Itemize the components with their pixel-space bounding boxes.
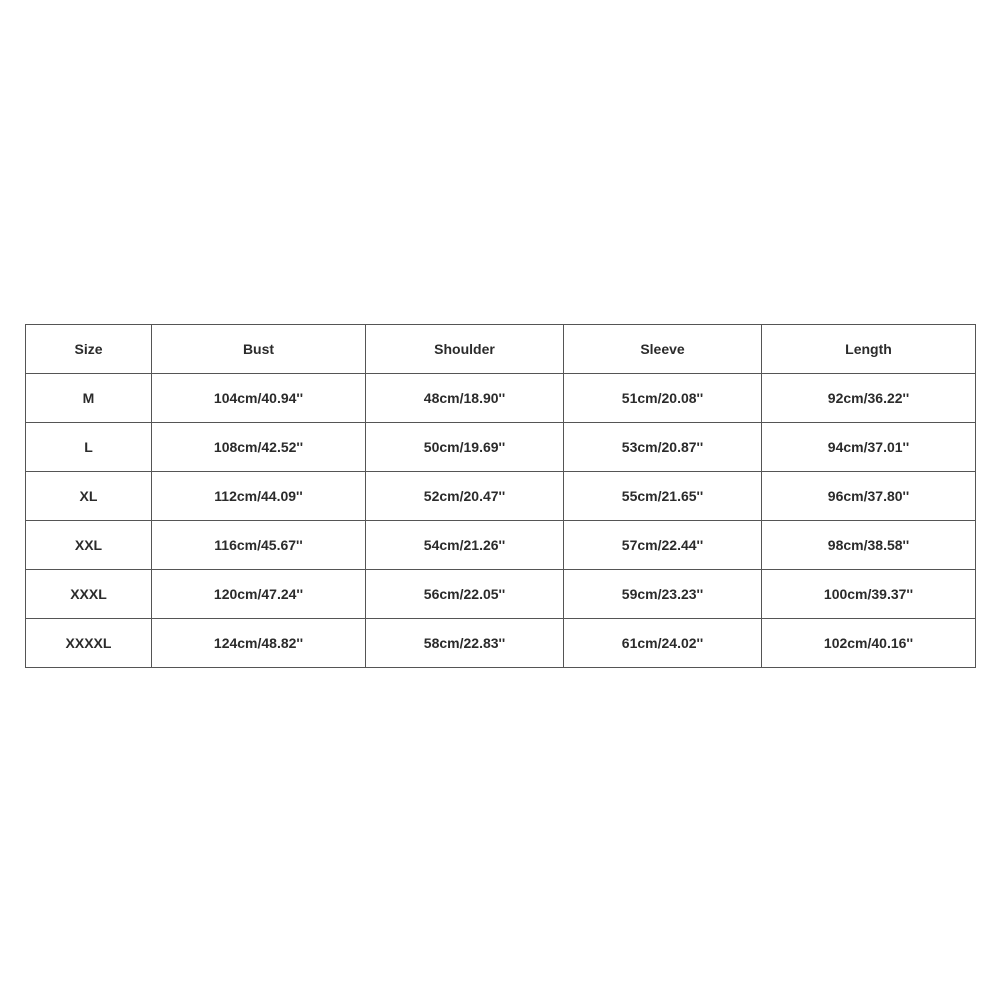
bust-cell: 104cm/40.94'' <box>152 374 366 423</box>
sleeve-cell: 53cm/20.87'' <box>564 423 762 472</box>
shoulder-cell: 56cm/22.05'' <box>366 570 564 619</box>
sleeve-cell: 55cm/21.65'' <box>564 472 762 521</box>
sleeve-cell: 57cm/22.44'' <box>564 521 762 570</box>
shoulder-cell: 52cm/20.47'' <box>366 472 564 521</box>
size-cell: L <box>26 423 152 472</box>
bust-cell: 120cm/47.24'' <box>152 570 366 619</box>
table-row <box>26 374 976 423</box>
header-shoulder: Shoulder <box>366 325 564 374</box>
bust-cell: 108cm/42.52'' <box>152 423 366 472</box>
header-sleeve: Sleeve <box>564 325 762 374</box>
header-length: Length <box>762 325 976 374</box>
shoulder-cell: 50cm/19.69'' <box>366 423 564 472</box>
shoulder-cell: 58cm/22.83'' <box>366 619 564 668</box>
length-cell: 98cm/38.58'' <box>762 521 976 570</box>
sleeve-cell: 61cm/24.02'' <box>564 619 762 668</box>
table-row <box>26 423 976 472</box>
bust-cell: 116cm/45.67'' <box>152 521 366 570</box>
shoulder-cell: 48cm/18.90'' <box>366 374 564 423</box>
table-row <box>26 472 976 521</box>
size-cell: XL <box>26 472 152 521</box>
length-cell: 92cm/36.22'' <box>762 374 976 423</box>
size-chart-table <box>25 324 976 668</box>
size-cell: XXL <box>26 521 152 570</box>
table-row <box>26 619 976 668</box>
shoulder-cell: 54cm/21.26'' <box>366 521 564 570</box>
sleeve-cell: 51cm/20.08'' <box>564 374 762 423</box>
bust-cell: 112cm/44.09'' <box>152 472 366 521</box>
table-row <box>26 521 976 570</box>
header-size: Size <box>26 325 152 374</box>
length-cell: 102cm/40.16'' <box>762 619 976 668</box>
table-row <box>26 570 976 619</box>
size-cell: XXXXL <box>26 619 152 668</box>
length-cell: 100cm/39.37'' <box>762 570 976 619</box>
sleeve-cell: 59cm/23.23'' <box>564 570 762 619</box>
length-cell: 94cm/37.01'' <box>762 423 976 472</box>
table-header-row <box>26 325 976 374</box>
bust-cell: 124cm/48.82'' <box>152 619 366 668</box>
size-cell: M <box>26 374 152 423</box>
size-cell: XXXL <box>26 570 152 619</box>
length-cell: 96cm/37.80'' <box>762 472 976 521</box>
header-bust: Bust <box>152 325 366 374</box>
